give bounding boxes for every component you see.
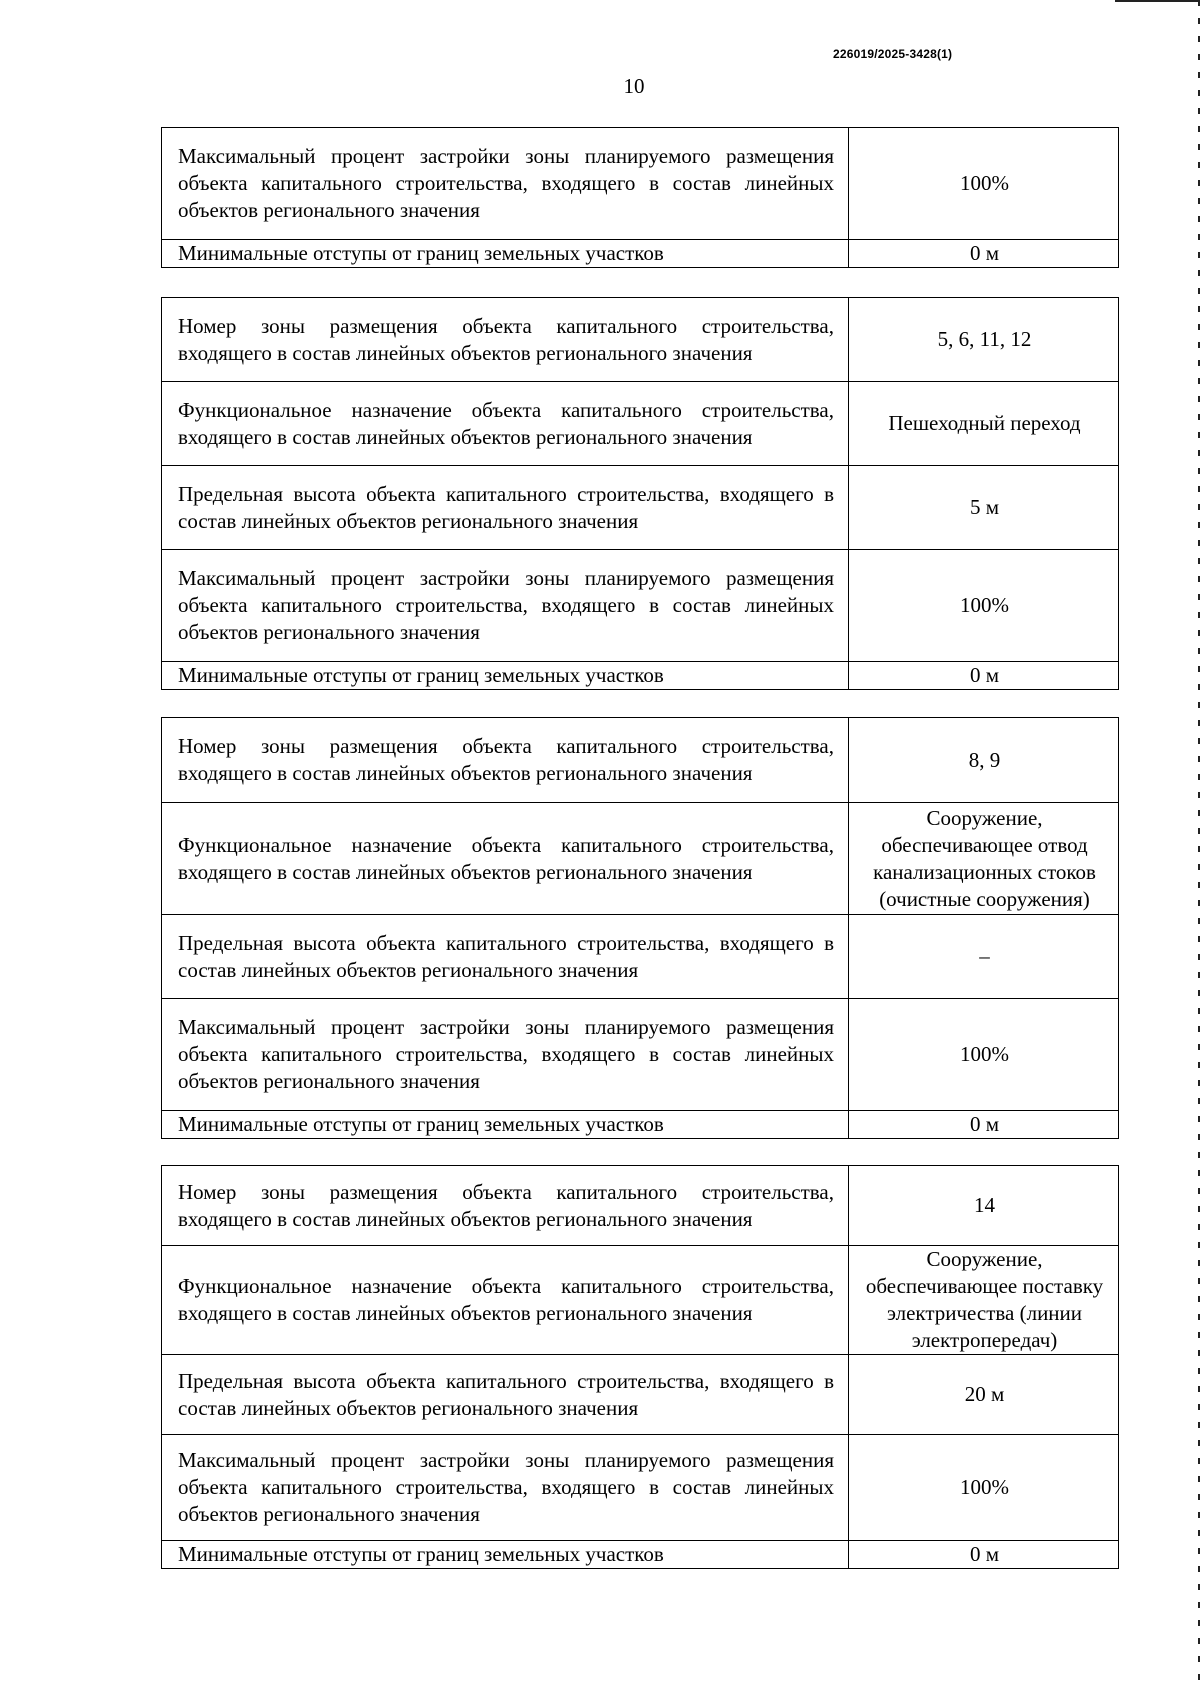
table-row xyxy=(162,718,1119,803)
table-row xyxy=(162,999,1119,1111)
row-value: 0 м xyxy=(849,240,1119,268)
row-value: Пешеходный переход xyxy=(849,382,1119,466)
row-value: 0 м xyxy=(849,1541,1119,1569)
row-label: Номер зоны размещения объекта капитального строительства, входящего в состав линейных объектов регионального значения xyxy=(162,1166,849,1246)
row-label: Максимальный процент застройки зоны планируемого размещения объекта капитального строительства, входящего в состав линейных объектов регионального значения xyxy=(162,1435,849,1541)
parameters-table-2 xyxy=(161,297,1119,690)
table-row xyxy=(162,1166,1119,1246)
table-row xyxy=(162,1541,1119,1569)
table-row xyxy=(162,382,1119,466)
row-value: 100% xyxy=(849,1435,1119,1541)
row-value: 8, 9 xyxy=(849,718,1119,803)
table-row xyxy=(162,1246,1119,1355)
row-value: 100% xyxy=(849,999,1119,1111)
row-label: Функциональное назначение объекта капитального строительства, входящего в состав линейных объектов регионального значения xyxy=(162,1246,849,1355)
table-row xyxy=(162,550,1119,662)
table-row xyxy=(162,915,1119,999)
row-label: Минимальные отступы от границ земельных участков xyxy=(162,662,849,690)
row-label: Функциональное назначение объекта капитального строительства, входящего в состав линейных объектов регионального значения xyxy=(162,803,849,915)
row-label: Максимальный процент застройки зоны планируемого размещения объекта капитального строительства, входящего в состав линейных объектов регионального значения xyxy=(162,550,849,662)
row-value: – xyxy=(849,915,1119,999)
row-label: Номер зоны размещения объекта капитального строительства, входящего в состав линейных объектов регионального значения xyxy=(162,298,849,382)
parameters-table-4 xyxy=(161,1165,1119,1569)
row-value: 14 xyxy=(849,1166,1119,1246)
row-value: 5, 6, 11, 12 xyxy=(849,298,1119,382)
table-row xyxy=(162,1435,1119,1541)
scan-edge-top xyxy=(1115,0,1200,2)
row-value: 0 м xyxy=(849,1111,1119,1139)
row-label: Максимальный процент застройки зоны планируемого размещения объекта капитального строительства, входящего в состав линейных объектов регионального значения xyxy=(162,999,849,1111)
document-id: 226019/2025-3428(1) xyxy=(833,47,953,61)
row-value: 100% xyxy=(849,128,1119,240)
parameters-table-1 xyxy=(161,127,1119,268)
row-value: 0 м xyxy=(849,662,1119,690)
table-row xyxy=(162,803,1119,915)
row-label: Предельная высота объекта капитального строительства, входящего в состав линейных объектов регионального значения xyxy=(162,1355,849,1435)
table-row xyxy=(162,128,1119,240)
row-label: Минимальные отступы от границ земельных участков xyxy=(162,1111,849,1139)
table-row xyxy=(162,1355,1119,1435)
row-label: Функциональное назначение объекта капитального строительства, входящего в состав линейных объектов регионального значения xyxy=(162,382,849,466)
row-label: Предельная высота объекта капитального строительства, входящего в состав линейных объектов регионального значения xyxy=(162,915,849,999)
row-value: Сооружение, обеспечивающее отвод канализационных стоков (очистные сооружения) xyxy=(849,803,1119,915)
table-row xyxy=(162,662,1119,690)
parameters-table-3 xyxy=(161,717,1119,1139)
row-value: Сооружение, обеспечивающее поставку электричества (линии электропередач) xyxy=(849,1246,1119,1355)
table-row xyxy=(162,240,1119,268)
row-value: 5 м xyxy=(849,466,1119,550)
table-row xyxy=(162,298,1119,382)
page-number: 10 xyxy=(623,74,645,98)
row-label: Номер зоны размещения объекта капитального строительства, входящего в состав линейных объектов регионального значения xyxy=(162,718,849,803)
row-label: Минимальные отступы от границ земельных участков xyxy=(162,1541,849,1569)
row-label: Предельная высота объекта капитального строительства, входящего в состав линейных объектов регионального значения xyxy=(162,466,849,550)
table-row xyxy=(162,466,1119,550)
row-label: Минимальные отступы от границ земельных участков xyxy=(162,240,849,268)
row-label: Максимальный процент застройки зоны планируемого размещения объекта капитального строительства, входящего в состав линейных объектов регионального значения xyxy=(162,128,849,240)
table-row xyxy=(162,1111,1119,1139)
row-value: 20 м xyxy=(849,1355,1119,1435)
row-value: 100% xyxy=(849,550,1119,662)
